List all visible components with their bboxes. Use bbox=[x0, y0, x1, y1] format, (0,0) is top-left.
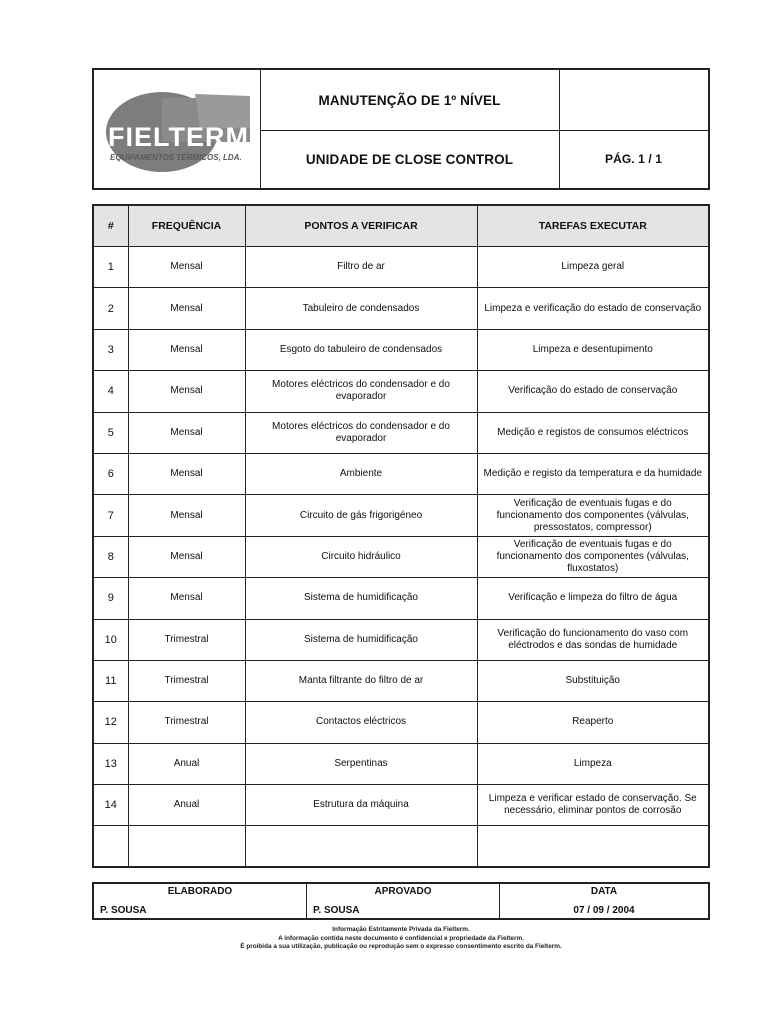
row-task: Verificação de eventuais fugas e do funcionamento dos componentes (válvulas, fluxostatos) bbox=[477, 536, 708, 577]
row-frequency: Mensal bbox=[128, 288, 245, 329]
notice-line-3: É proibida a sua utilização, publicação ou reprodução sem o expresso consentimento escrito da Fielterm. bbox=[240, 943, 562, 951]
row-number bbox=[94, 826, 128, 867]
table-row bbox=[94, 329, 708, 370]
table-row bbox=[94, 702, 708, 743]
row-task: Limpeza e desentupimento bbox=[477, 329, 708, 370]
table-row bbox=[94, 495, 708, 536]
notice-line-1: Informação Estritamente Privada da Fielterm. bbox=[332, 926, 470, 933]
row-check-point bbox=[245, 826, 477, 867]
row-frequency: Mensal bbox=[128, 536, 245, 577]
data-label: DATA bbox=[590, 886, 618, 897]
page-number: PÁG. 1 / 1 bbox=[604, 152, 663, 166]
row-frequency: Mensal bbox=[128, 495, 245, 536]
column-header-frequency: FREQUÊNCIA bbox=[128, 206, 245, 247]
row-number: 11 bbox=[94, 660, 128, 701]
table-row bbox=[94, 412, 708, 453]
table-row bbox=[94, 619, 708, 660]
maintenance-table bbox=[94, 206, 708, 867]
notice-line-2: A informação contida neste documento é confidencial e propriedade da Fielterm. bbox=[278, 934, 524, 942]
logo-cell bbox=[94, 70, 261, 188]
table-row bbox=[94, 785, 708, 826]
table-row bbox=[94, 743, 708, 784]
row-task: Verificação do estado de conservação bbox=[477, 371, 708, 412]
row-check-point: Esgoto do tabuleiro de condensados bbox=[245, 329, 477, 370]
column-header-points: PONTOS A VERIFICAR bbox=[245, 206, 477, 247]
row-check-point: Motores eléctricos do condensador e do evaporador bbox=[245, 371, 477, 412]
row-number: 5 bbox=[94, 412, 128, 453]
row-task: Medição e registo da temperatura e da humidade bbox=[477, 453, 708, 494]
row-number: 1 bbox=[94, 247, 128, 288]
table-row bbox=[94, 288, 708, 329]
row-number: 2 bbox=[94, 288, 128, 329]
row-check-point: Filtro de ar bbox=[245, 247, 477, 288]
row-check-point: Sistema de humidificação bbox=[245, 578, 477, 619]
document-title: MANUTENÇÃO DE 1º NÍVEL bbox=[260, 70, 560, 131]
elaborado-label: ELABORADO bbox=[167, 886, 233, 897]
row-task: Verificação de eventuais fugas e do funcionamento dos componentes (válvulas, pressostatos, compressor) bbox=[477, 495, 708, 536]
logo-subtext: EQUIPAMENTOS TÉRMICOS, LDA. bbox=[110, 153, 242, 162]
row-frequency bbox=[128, 826, 245, 867]
confidentiality-notice bbox=[92, 926, 710, 952]
row-task: Reaperto bbox=[477, 702, 708, 743]
row-task: Limpeza geral bbox=[477, 247, 708, 288]
row-check-point: Motores eléctricos do condensador e do evaporador bbox=[245, 412, 477, 453]
row-check-point: Manta filtrante do filtro de ar bbox=[245, 660, 477, 701]
row-task: Limpeza e verificação do estado de conservação bbox=[477, 288, 708, 329]
row-frequency: Anual bbox=[128, 743, 245, 784]
row-frequency: Mensal bbox=[128, 247, 245, 288]
row-number: 6 bbox=[94, 453, 128, 494]
row-number: 10 bbox=[94, 619, 128, 660]
elaborado-value: P. SOUSA bbox=[100, 905, 147, 916]
signature-block bbox=[92, 882, 710, 920]
row-number: 9 bbox=[94, 578, 128, 619]
row-task: Medição e registos de consumos eléctricos bbox=[477, 412, 708, 453]
document-header bbox=[92, 68, 710, 190]
row-number: 4 bbox=[94, 371, 128, 412]
aprovado-label: APROVADO bbox=[374, 886, 432, 897]
column-header-number: # bbox=[94, 206, 128, 247]
row-check-point: Tabuleiro de condensados bbox=[245, 288, 477, 329]
data-cell bbox=[500, 884, 708, 918]
row-number: 12 bbox=[94, 702, 128, 743]
aprovado-value: P. SOUSA bbox=[313, 905, 360, 916]
row-check-point: Estrutura da máquina bbox=[245, 785, 477, 826]
row-task: Substituição bbox=[477, 660, 708, 701]
row-frequency: Trimestral bbox=[128, 660, 245, 701]
row-task: Verificação do funcionamento do vaso com eléctrodos e das sondas de humidade bbox=[477, 619, 708, 660]
row-check-point: Contactos eléctricos bbox=[245, 702, 477, 743]
document-subtitle: UNIDADE DE CLOSE CONTROL bbox=[260, 130, 560, 188]
row-number: 14 bbox=[94, 785, 128, 826]
row-check-point: Circuito hidráulico bbox=[245, 536, 477, 577]
fielterm-logo bbox=[100, 84, 252, 176]
row-frequency: Mensal bbox=[128, 578, 245, 619]
row-frequency: Anual bbox=[128, 785, 245, 826]
row-frequency: Mensal bbox=[128, 371, 245, 412]
row-frequency: Mensal bbox=[128, 329, 245, 370]
table-row bbox=[94, 578, 708, 619]
table-row bbox=[94, 453, 708, 494]
row-check-point: Serpentinas bbox=[245, 743, 477, 784]
row-frequency: Trimestral bbox=[128, 619, 245, 660]
row-task: Limpeza e verificar estado de conservação. Se necessário, eliminar pontos de corrosão bbox=[477, 785, 708, 826]
row-frequency: Trimestral bbox=[128, 702, 245, 743]
row-frequency: Mensal bbox=[128, 412, 245, 453]
column-header-tasks: TAREFAS EXECUTAR bbox=[477, 206, 708, 247]
row-frequency: Mensal bbox=[128, 453, 245, 494]
row-check-point: Sistema de humidificação bbox=[245, 619, 477, 660]
row-number: 13 bbox=[94, 743, 128, 784]
row-task bbox=[477, 826, 708, 867]
row-check-point: Circuito de gás frigorigéneo bbox=[245, 495, 477, 536]
row-number: 8 bbox=[94, 536, 128, 577]
aprovado-cell bbox=[307, 884, 500, 918]
table-row bbox=[94, 247, 708, 288]
table-row bbox=[94, 371, 708, 412]
maintenance-table-frame bbox=[92, 204, 710, 868]
row-task: Limpeza bbox=[477, 743, 708, 784]
elaborado-cell bbox=[94, 884, 307, 918]
table-row bbox=[94, 536, 708, 577]
row-number: 7 bbox=[94, 495, 128, 536]
logo-text: FIELTERM bbox=[108, 122, 249, 152]
row-check-point: Ambiente bbox=[245, 453, 477, 494]
row-number: 3 bbox=[94, 329, 128, 370]
header-empty-cell bbox=[559, 70, 708, 131]
table-header-row bbox=[94, 206, 708, 247]
row-task: Verificação e limpeza do filtro de água bbox=[477, 578, 708, 619]
data-value: 07 / 09 / 2004 bbox=[573, 905, 635, 916]
table-row bbox=[94, 826, 708, 867]
table-row bbox=[94, 660, 708, 701]
